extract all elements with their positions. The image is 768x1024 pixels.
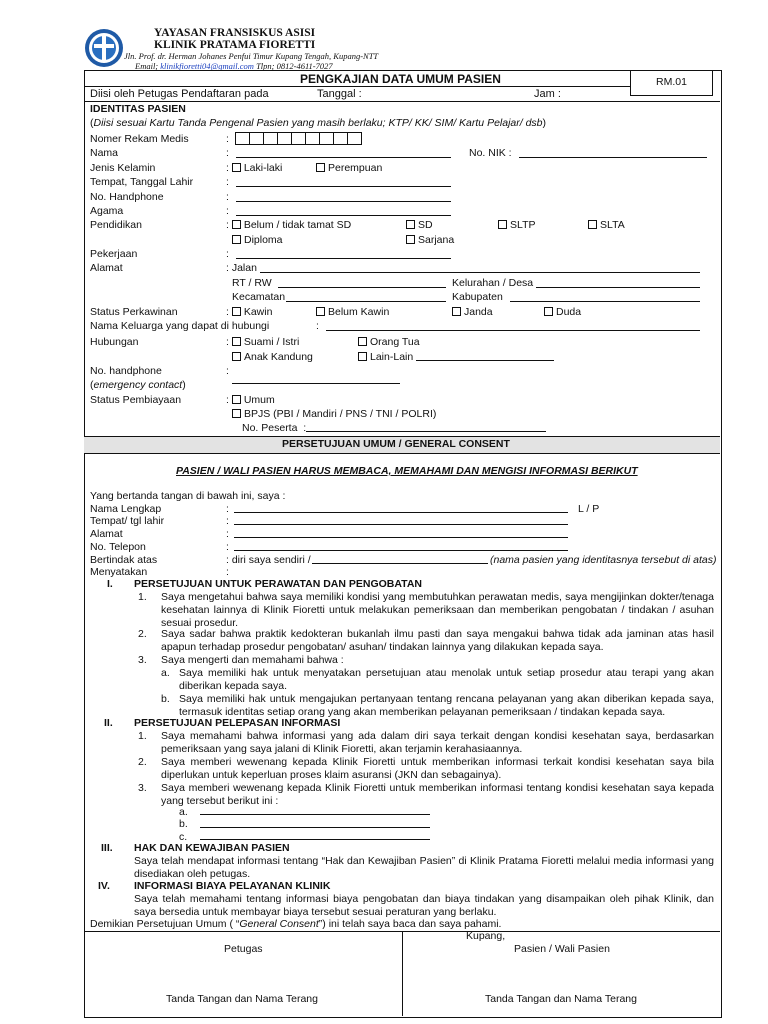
- fullname-field[interactable]: [234, 512, 568, 513]
- consent-heading: PERSETUJUAN UMUM / GENERAL CONSENT: [282, 438, 510, 450]
- section1-item-2: Saya sadar bahwa praktik kedokteran bukanlah ilmu pasti dan saya mengakui bahwa tidak ada jaminan atas hasil apapun terhadap prosedur pengobatan/ asuhan/ tindakan lainnya yang dilakukan kepada saya.: [161, 628, 714, 653]
- patient-sign-caption: Tanda Tangan dan Nama Terang: [485, 993, 637, 1005]
- consent-address-label: Alamat: [90, 528, 123, 540]
- birth-field[interactable]: [236, 186, 451, 187]
- rm-label: Nomer Rekam Medis: [90, 133, 189, 145]
- relation-checkbox-2[interactable]: [358, 337, 367, 346]
- section4-text: Saya telah memahami tentang informasi biaya pengobatan dan biaya tindakan yang disampaikan oleh pihak Klinik, dan saya bersedia untuk membayar biaya tersebut sesuai peraturan yang berlaku.: [134, 893, 714, 918]
- edu-checkbox-3[interactable]: [498, 220, 507, 229]
- section3-title: HAK DAN KEWAJIBAN PASIEN: [134, 842, 290, 854]
- acting-label: Bertindak atas: [90, 554, 158, 566]
- kelurahan-label: Kelurahan / Desa: [452, 277, 534, 289]
- section3-text: Saya telah mendapat informasi tentang “Hak dan Kewajiban Pasien” di Klinik Pratama Fioretti melalui media informasi yang disediakan oleh petugas.: [134, 855, 714, 880]
- fullname-label: Nama Lengkap: [90, 503, 162, 515]
- marital-checkbox-2[interactable]: [316, 307, 325, 316]
- gender-male-checkbox[interactable]: [232, 163, 241, 172]
- patient-label: Pasien / Wali Pasien: [514, 943, 610, 955]
- street-label: : Jalan: [226, 262, 257, 274]
- member-label: No. Peserta :: [242, 422, 307, 434]
- edu-checkbox-6[interactable]: [406, 235, 415, 244]
- kelurahan-field[interactable]: [536, 287, 700, 288]
- relation-checkbox-3[interactable]: [232, 352, 241, 361]
- section4-number: IV.: [98, 880, 110, 892]
- section2-number: II.: [104, 717, 113, 729]
- edu-checkbox-1[interactable]: [232, 220, 241, 229]
- relation-checkbox-4[interactable]: [358, 352, 367, 361]
- clinic-logo: [84, 28, 124, 68]
- officer-label: Petugas: [224, 943, 263, 955]
- kabupaten-field[interactable]: [510, 301, 700, 302]
- recipient-c-label: c.: [179, 831, 188, 843]
- relation-other-field[interactable]: [416, 360, 554, 361]
- gender-lp: L / P: [578, 503, 600, 515]
- job-label: Pekerjaan: [90, 248, 138, 260]
- foundation-name: YAYASAN FRANSISKUS ASISI: [154, 27, 316, 39]
- relation-label: Hubungan: [90, 336, 139, 348]
- gender-female-checkbox[interactable]: [316, 163, 325, 172]
- time-label: Jam :: [534, 88, 561, 100]
- edu-checkbox-2[interactable]: [406, 220, 415, 229]
- identity-heading: IDENTITAS PASIEN: [90, 103, 186, 115]
- emergency-sub-label: (emergency contact): [90, 379, 186, 391]
- marital-label: Status Perkawinan: [90, 306, 178, 318]
- section3-number: III.: [101, 842, 113, 854]
- nik-field[interactable]: [519, 157, 707, 158]
- payment-checkbox-1[interactable]: [232, 395, 241, 404]
- emergency-label: No. handphone: [90, 365, 162, 377]
- identity-note: (Diisi sesuai Kartu Tanda Pengenal Pasien yang masih berlaku; KTP/ KK/ SIM/ Kartu Pelajar/ dsb): [90, 117, 547, 129]
- recipient-b-label: b.: [179, 818, 188, 830]
- recipient-b-field[interactable]: [200, 827, 430, 828]
- rm-number-boxes[interactable]: [236, 132, 362, 145]
- job-field[interactable]: [236, 258, 451, 259]
- form-title: PENGKAJIAN DATA UMUM PASIEN: [300, 72, 501, 86]
- nik-label: No. NIK :: [469, 147, 512, 159]
- member-number-field[interactable]: [306, 431, 546, 432]
- religion-field[interactable]: [236, 215, 451, 216]
- section4-title: INFORMASI BIAYA PELAYANAN KLINIK: [134, 880, 331, 892]
- marital-checkbox-4[interactable]: [544, 307, 553, 316]
- marital-checkbox-1[interactable]: [232, 307, 241, 316]
- birth-label: Tempat, Tanggal Lahir: [90, 176, 194, 188]
- recipient-a-label: a.: [179, 806, 188, 818]
- hp-field[interactable]: [236, 201, 451, 202]
- filled-by-label: Diisi oleh Petugas Pendaftaran pada: [90, 88, 269, 100]
- hp-label: No. Handphone: [90, 191, 164, 203]
- consent-address-field[interactable]: [234, 537, 568, 538]
- family-field[interactable]: [326, 330, 700, 331]
- acting-note: (nama pasien yang identitasnya tersebut di atas): [490, 554, 717, 566]
- consent-instruction: PASIEN / WALI PASIEN HARUS MEMBACA, MEMAHAMI DAN MENGISI INFORMASI BERIKUT: [176, 465, 638, 477]
- clinic-contact: Email; klinikfioretti04@gmail.com Tlpn; 0812-4611-7027: [135, 61, 333, 71]
- consent-phone-label: No. Telepon: [90, 541, 146, 553]
- section1-item-1: Saya mengetahui bahwa saya memiliki kondisi yang membutuhkan perawatan medis, saya mengijinkan dokter/tenaga kesehatan lainnya di Klinik Fioretti untuk melakukan pemeriksaan dan memberikan pengobatan / tindakan / asuhan sesuai prosedur.: [161, 591, 714, 629]
- officer-sign-caption: Tanda Tangan dan Nama Terang: [166, 993, 318, 1005]
- emergency-phone-field[interactable]: [232, 383, 400, 384]
- signer-intro: Yang bertanda tangan di bawah ini, saya :: [90, 490, 286, 502]
- section1-sub-b: Saya memiliki hak untuk mengajukan pertanyaan tentang rencana pelayanan yang akan diberikan kepada saya, termasuk identitas setiap orang yang akan memberikan pelayanan pemeriksaan / tindakan kepada saya.: [179, 693, 714, 718]
- section1-title: PERSETUJUAN UNTUK PERAWATAN DAN PENGOBATAN: [134, 578, 422, 590]
- section1-sub-a: Saya memiliki hak untuk menyatakan persetujuan atau menolak untuk setiap prosedur atau terapi yang akan diberikan kepada saya.: [179, 667, 714, 692]
- address-label: Alamat: [90, 262, 123, 274]
- consent-birth-field[interactable]: [234, 524, 568, 525]
- signature-place: Kupang,: [466, 930, 506, 942]
- section1-number: I.: [107, 578, 113, 590]
- edu-label: Pendidikan: [90, 219, 142, 231]
- rtrw-field[interactable]: [278, 287, 446, 288]
- street-field[interactable]: [260, 272, 700, 273]
- consent-birth-label: Tempat/ tgl lahir: [90, 515, 165, 527]
- edu-checkbox-5[interactable]: [232, 235, 241, 244]
- recipient-c-field[interactable]: [200, 839, 430, 840]
- date-label: Tanggal :: [317, 88, 362, 100]
- section2-item-2: Saya memberi wewenang kepada Klinik Fioretti untuk memberikan informasi terkait kondisi kesehatan saya bila diperlukan untuk keperluan proses klaim asuransi (JKN dan sebagainya).: [161, 756, 714, 781]
- gender-label: Jenis Kelamin: [90, 162, 156, 174]
- name-field[interactable]: [236, 157, 451, 158]
- section2-item-3: Saya memberi wewenang kepada Klinik Fioretti untuk memberikan informasi tentang kondisi kesehatan saya kepada yang tersebut berikut ini :: [161, 782, 714, 807]
- recipient-a-field[interactable]: [200, 814, 430, 815]
- payment-checkbox-2[interactable]: [232, 409, 241, 418]
- rtrw-label: RT / RW: [232, 277, 272, 289]
- clinic-name: KLINIK PRATAMA FIORETTI: [154, 39, 316, 51]
- name-label: Nama: [90, 147, 119, 159]
- section2-title: PERSETUJUAN PELEPASAN INFORMASI: [134, 717, 341, 729]
- consent-phone-field[interactable]: [234, 550, 568, 551]
- family-label: Nama Keluarga yang dapat di hubungi: [90, 320, 270, 332]
- closing-statement: Demikian Persetujuan Umum ( “General Consent”) ini telah saya baca dan saya pahami.: [90, 918, 502, 930]
- relation-checkbox-1[interactable]: [232, 337, 241, 346]
- form-page: YAYASAN FRANSISKUS ASISI KLINIK PRATAMA FIORETTI Jln. Prof. dr. Herman Johanes Penfui Timur Kupang Tengah, Kupang-NTT Email; klinikfioretti04@gmail.com Tlpn; 0812-4611-7027 PENGKAJIAN DATA UMUM PASIEN RM.01 Diisi oleh Petugas Pendaftaran pada Tanggal : Jam : IDENTITAS PASIEN (Diisi sesuai Kartu Tanda Pengenal Pasien yang masih berlaku; KTP/ KK/ SIM/ Kartu Pelajar/ dsb) Nomer Rekam Medis : Nama : No. NIK : Jenis Kelamin : Laki-laki Perempuan Tempat, Tanggal Lahir : No. Handphone : Agama : Pendidikan : Belum / tidak tamat SD SD SLTP SLTA Diploma Sarjana Pekerjaan : Alamat : Jalan RT / RW Kelurahan / Desa Kecamatan Kabupaten Status Perkawinan : Kawin Belum Kawin Janda Duda Nama Keluarga yang dapat di hubungi : Hubungan : Suami / Istri Orang Tua Anak Kandung Lain-Lain No. handphone : (emergency contact) Status Pembiayaan : Umum BPJS (PBI / Mandiri / PNS / TNI / POLRI) No. Peserta : PERSETUJUAN UMUM / GENERAL CONSENT PASIEN / WALI PASIEN HARUS MEMBACA, MEMAHAMI DAN MENGISI INFORMASI BERIKUT Yang bertanda tangan di bawah ini, saya : Nama Lengkap : L / P Tempat/ tgl lahir : Alamat : No. Telepon : Bertindak atas : diri saya sendiri / (nama pasien yang identitasnya tersebut di atas) Menyatakan : I. PERSETUJUAN UNTUK PERAWATAN DAN PENGOBATAN 1. Saya mengetahui bahwa saya memiliki kondisi yang membutuhkan perawatan medis, saya mengijinkan dokter/tenaga kesehatan lainnya di Klinik Fioretti untuk melakukan pemeriksaan dan memberikan pengobatan / tindakan / asuhan sesuai prosedur. 2. Saya sadar bahwa praktik kedokteran bukanlah ilmu pasti dan saya mengakui bahwa tidak ada jaminan atas hasil apapun terhadap prosedur pengobatan/ asuhan/ tindakan lainnya yang dilakukan kepada saya. 3. Saya mengerti dan memahami bahwa : a. Saya memiliki hak untuk menyatakan persetujuan atau menolak untuk setiap prosedur atau terapi yang akan diberikan kepada saya. b. Saya memiliki hak untuk mengajukan pertanyaan tentang rencana pelayanan yang akan diberikan kepada saya, termasuk identitas setiap orang yang akan memberikan pelayanan pemeriksaan / tindakan kepada saya. II. PERSETUJUAN PELEPASAN INFORMASI 1. Saya memahami bahwa informasi yang ada dalam diri saya terkait dengan kondisi kesehatan saya, berdasarkan pemeriksaan yang saya jalani di Klinik Fioretti, akan terjamin kerahasiaannya. 2. Saya memberi wewenang kepada Klinik Fioretti untuk memberikan informasi terkait kondisi kesehatan saya bila diperlukan untuk keperluan proses klaim asuransi (JKN dan sebagainya). 3. Saya memberi wewenang kepada Klinik Fioretti untuk memberikan informasi tentang kondisi kesehatan saya kepada yang tersebut berikut ini : a. b. c. III. HAK DAN KEWAJIBAN PASIEN Saya telah mendapat informasi tentang “Hak dan Kewajiban Pasien” di Klinik Pratama Fioretti melalui media informasi yang disediakan oleh petugas. IV. INFORMASI BIAYA PELAYANAN KLINIK Saya telah memahami tentang informasi biaya pengobatan dan biaya tindakan yang disampaikan oleh pihak Klinik, dan saya bersedia untuk membayar biaya tersebut sesuai peraturan yang berlaku. Demikian Persetujuan Umum ( “General Consent”) ini telah saya baca dan saya pahami. Kupang, Petugas Pasien / Wali Pasien Tanda Tangan dan Nama Terang Tanda Tangan dan Nama Terang: [0, 0, 768, 1024]
- kecamatan-label: Kecamatan: [232, 291, 286, 303]
- marital-checkbox-3[interactable]: [452, 307, 461, 316]
- kecamatan-field[interactable]: [286, 301, 446, 302]
- acting-value: : diri saya sendiri /: [226, 554, 311, 566]
- clinic-address: Jln. Prof. dr. Herman Johanes Penfui Timur Kupang Tengah, Kupang-NTT: [124, 51, 379, 61]
- kabupaten-label: Kabupaten: [452, 291, 503, 303]
- edu-checkbox-4[interactable]: [588, 220, 597, 229]
- section2-item-1: Saya memahami bahwa informasi yang ada dalam diri saya terkait dengan kondisi kesehatan saya, berdasarkan pemeriksaan yang saya jalani di Klinik Fioretti, akan terjamin kerahasiaannya.: [161, 730, 714, 755]
- form-code: RM.01: [656, 76, 687, 88]
- religion-label: Agama: [90, 205, 124, 217]
- email-link[interactable]: klinikfioretti04@gmail.com: [160, 61, 254, 71]
- section1-item-3: Saya mengerti dan memahami bahwa :: [161, 654, 344, 666]
- payment-label: Status Pembiayaan: [90, 394, 182, 406]
- declare-label: Menyatakan: [90, 566, 148, 578]
- acting-field[interactable]: [312, 563, 488, 564]
